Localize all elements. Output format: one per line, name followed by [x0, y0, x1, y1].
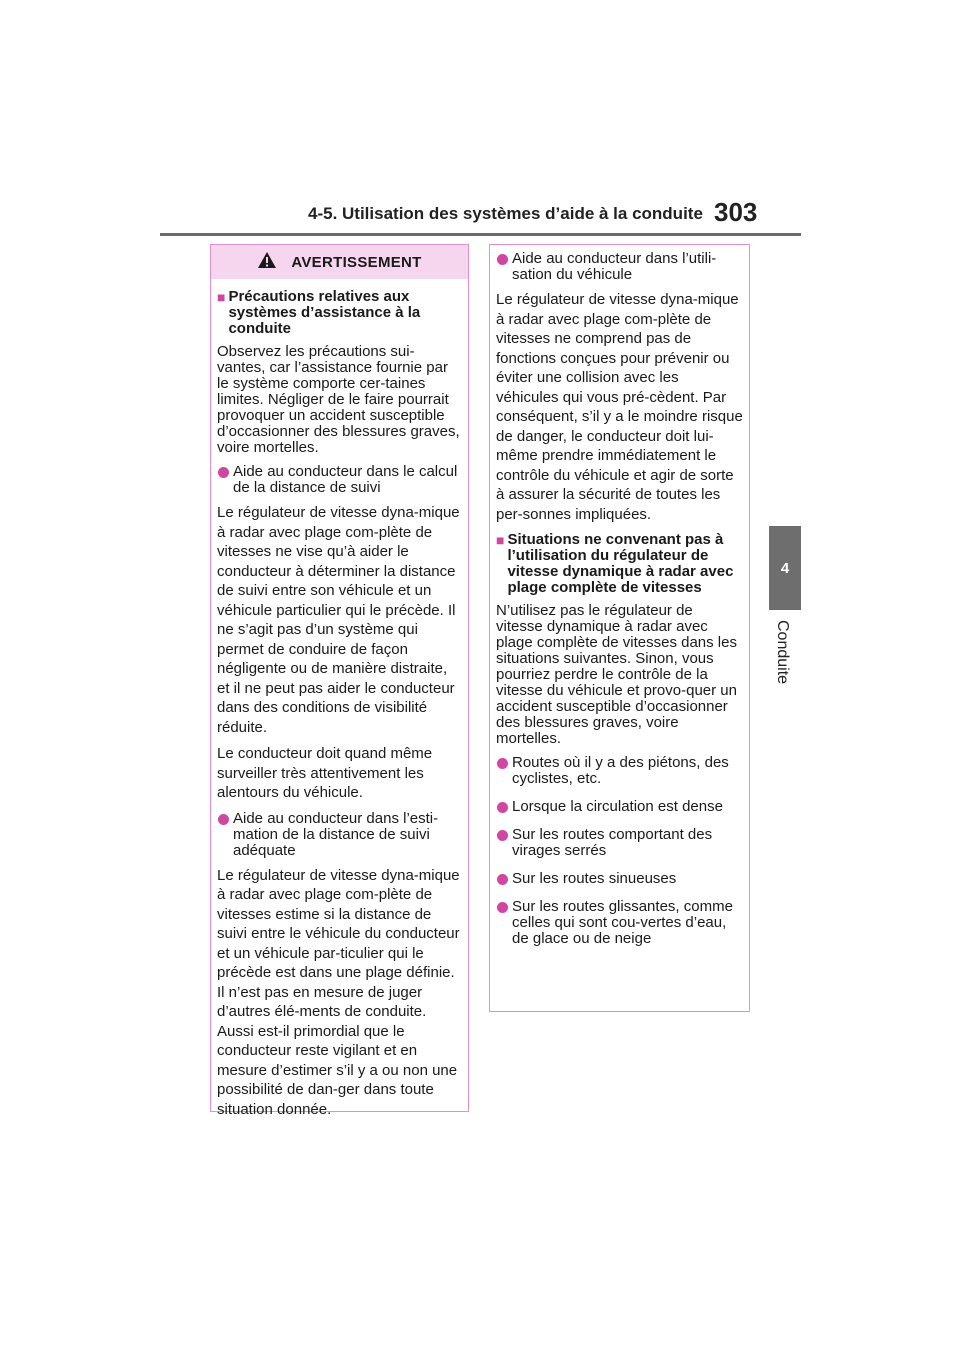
warning-box-right [489, 244, 750, 1012]
bullet-item [496, 871, 743, 887]
section-heading [496, 532, 743, 596]
bullet-text: Sur les routes comportant des virages serrés [512, 826, 713, 859]
warning-title: AVERTISSEMENT [291, 253, 422, 271]
paragraph: Le conducteur doit quand même surveiller très attentivement les alentours du véhicule. [217, 745, 433, 801]
square-bullet-icon: ■ [217, 289, 226, 305]
bullet-item [496, 251, 743, 283]
bullet-dot-icon [497, 802, 508, 813]
chapter-label: Conduite [774, 620, 791, 685]
bullet-dot-icon [218, 814, 229, 825]
warning-box-left [210, 244, 469, 1118]
bullet-dot-icon [497, 758, 508, 769]
bullet-text: Routes où il y a des piétons, des cyclistes, etc. [512, 754, 729, 787]
bullet-dot-icon [218, 467, 229, 478]
bullet-text: Sur les routes glissantes, comme celles qui sont cou-vertes d’eau, de glace ou de neige [512, 898, 733, 947]
warning-header [211, 245, 468, 279]
page-number: 303 [714, 197, 758, 227]
bullet-text: Aide au conducteur dans l’esti-mation de la distance de suivi adéquate [233, 809, 439, 859]
bullet-dot-icon [497, 830, 508, 841]
bullet-text: Aide au conducteur dans le calcul de la distance de suivi [233, 463, 458, 496]
square-bullet-icon: ■ [496, 532, 505, 548]
section-header-title: 4-5. Utilisation des systèmes d’aide à la conduite [308, 204, 703, 223]
paragraph: N’utilisez pas le régulateur de vitesse dynamique à radar avec plage complète de vitesses dans les situations suivantes. Sinon, vous pourriez perdre le contrôle de la vitesse du véhicule et provo-quer un accident susceptible d’occasionner des blessures graves, voire mortelles. [496, 602, 737, 747]
chapter-tab: 4 [769, 526, 801, 610]
bullet-dot-icon [497, 254, 508, 265]
bullet-item [217, 811, 462, 859]
bullet-text: Sur les routes sinueuses [512, 870, 677, 887]
bullet-item [496, 899, 743, 947]
header-divider [160, 233, 801, 236]
bullet-dot-icon [497, 874, 508, 885]
section-title: Situations ne convenant pas à l’utilisation du régulateur de vitesse dynamique à radar avec plage complète de vitesses [507, 531, 734, 596]
paragraph: Le régulateur de vitesse dyna-mique à radar avec plage com-plète de vitesses estime si la distance de suivi entre le véhicule du conducteur et un véhicule par-ticulier qui le précède est dans une plage définie. Il n’est pas en mesure de juger d’autres élé-ments de conduite. Aussi est-il primordial que le conducteur reste vigilant et en mesure d’estimer s’il y a ou non une possibilité de dan-ger dans toute situation donnée. [217, 866, 460, 1118]
paragraph: Le régulateur de vitesse dyna-mique à radar avec plage com-plète de vitesses ne vise qu’à aider le conducteur à déterminer la distance de suivi entre son véhicule et un véhicule particulier qui le précède. Il ne s’agit pas d’un système qui permet de conduire de façon négligente ou de manière distraite, et il ne peut pas aider le conducteur dans des conditions de visibilité réduite. [217, 504, 460, 736]
bullet-text: Lorsque la circulation est dense [512, 798, 723, 815]
bullet-item [496, 755, 743, 787]
intro-paragraph: Observez les précautions sui-vantes, car l’assistance fournie par le système comporte cer-taines limites. Négliger de le faire pourrait provoquer un accident susceptible d’occasionner des blessures graves, voire mortelles. [217, 343, 460, 456]
bullet-item [496, 827, 743, 859]
warning-triangle-icon [257, 251, 277, 273]
bullet-text: Aide au conducteur dans l’utili-sation du véhicule [512, 250, 717, 283]
paragraph: Le régulateur de vitesse dyna-mique à radar avec plage com-plète de vitesses ne comprend pas de fonctions conçues pour prévenir ou éviter une collision avec les véhicules qui vous pré-cèdent. Par conséquent, s’il y a le moindre risque de danger, le conducteur doit lui-même prendre immédiatement le contrôle du véhicule et agir de sorte à assurer la sécurité de toutes les per-sonnes impliquées. [496, 291, 743, 523]
section-title: Précautions relatives aux systèmes d’assistance à la conduite [228, 288, 421, 337]
bullet-dot-icon [497, 902, 508, 913]
bullet-item [217, 464, 462, 496]
section-heading [217, 289, 462, 337]
bullet-item [496, 799, 743, 815]
